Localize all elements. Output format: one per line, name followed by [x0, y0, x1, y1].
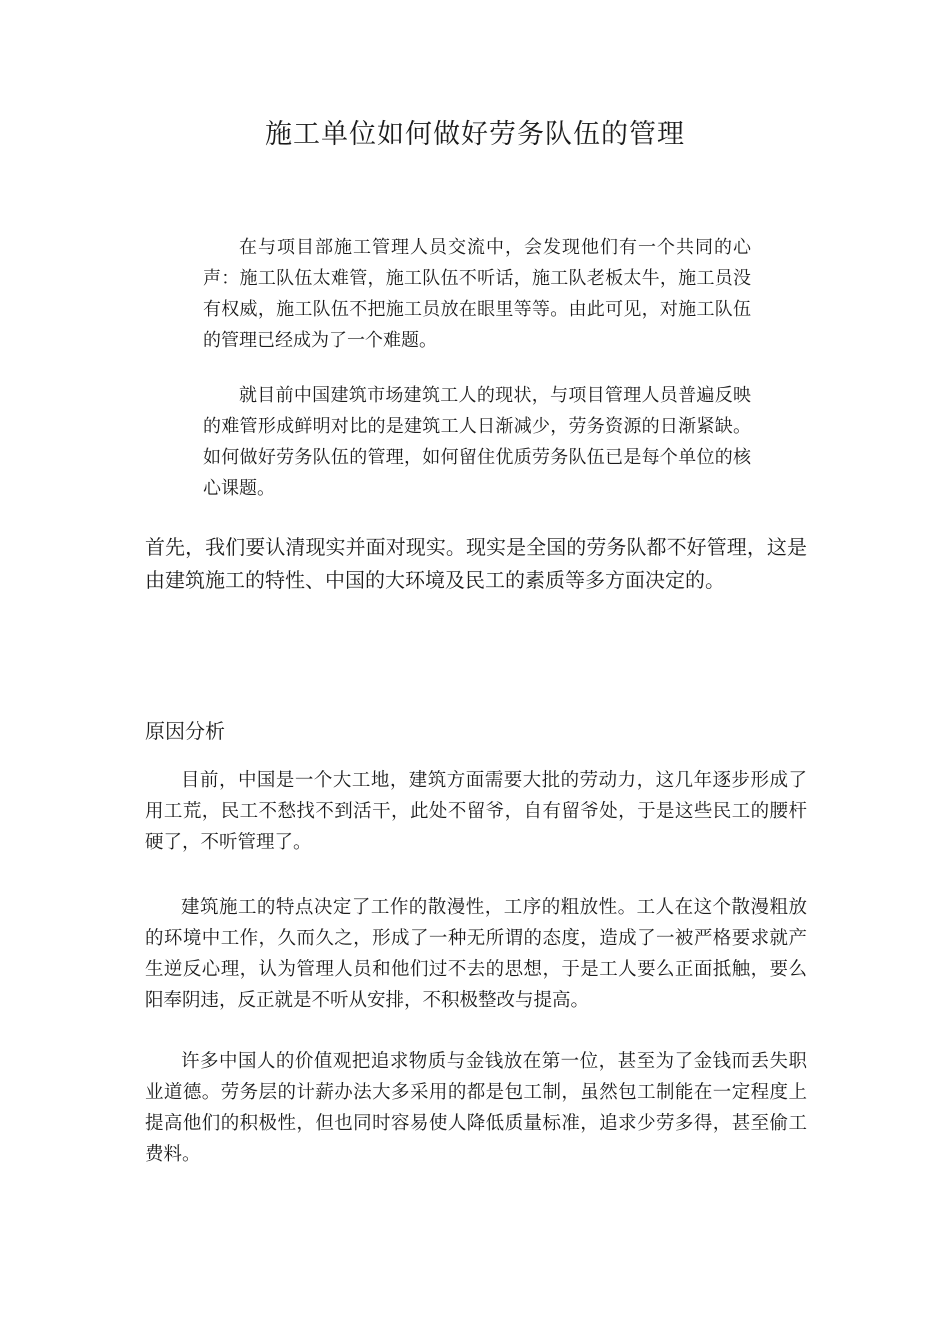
body-paragraph: 目前，中国是一个大工地，建筑方面需要大批的劳动力，这几年逐步形成了用工荒，民工不愁找不到活干，此处不留爷，自有留爷处，于是这些民工的腰杆硬了，不听管理了。 — [145, 770, 807, 853]
document-title: 施工单位如何做好劳务队伍的管理 — [265, 119, 685, 150]
body-paragraph: 许多中国人的价值观把追求物质与金钱放在第一位，甚至为了金钱而丢失职业道德。劳务层的计薪办法大多采用的都是包工制，虽然包工制能在一定程度上提高他们的积极性，但也同时容易使人降低质量标准，追求少劳多得，甚至偷工费料。 — [145, 1051, 807, 1165]
intro-paragraph: 就目前中国建筑市场建筑工人的现状，与项目管理人员普遍反映的难管形成鲜明对比的是建筑工人日渐减少，劳务资源的日渐紧缺。如何做好劳务队伍的管理，如何留住优质劳务队伍已是每个单位的核心课题。 — [203, 385, 751, 499]
lead-paragraph: 首先，我们要认清现实并面对现实。现实是全国的劳务队都不好管理，这是由建筑施工的特性、中国的大环境及民工的素质等多方面决定的。 — [145, 535, 807, 592]
body-paragraph: 建筑施工的特点决定了工作的散漫性，工序的粗放性。工人在这个散漫粗放的环境中工作，久而久之，形成了一种无所谓的态度，造成了一被严格要求就产生逆反心理，认为管理人员和他们过不去的思想，于是工人要么正面抵触，要么阳奉阴违，反正就是不听从安排，不积极整改与提高。 — [145, 897, 807, 1011]
intro-paragraph: 在与项目部施工管理人员交流中，会发现他们有一个共同的心声：施工队伍太难管，施工队伍不听话，施工队老板太牛，施工员没有权威，施工队伍不把施工员放在眼里等等。由此可见，对施工队伍的管理已经成为了一个难题。 — [203, 237, 751, 351]
section-heading: 原因分析 — [145, 719, 225, 743]
